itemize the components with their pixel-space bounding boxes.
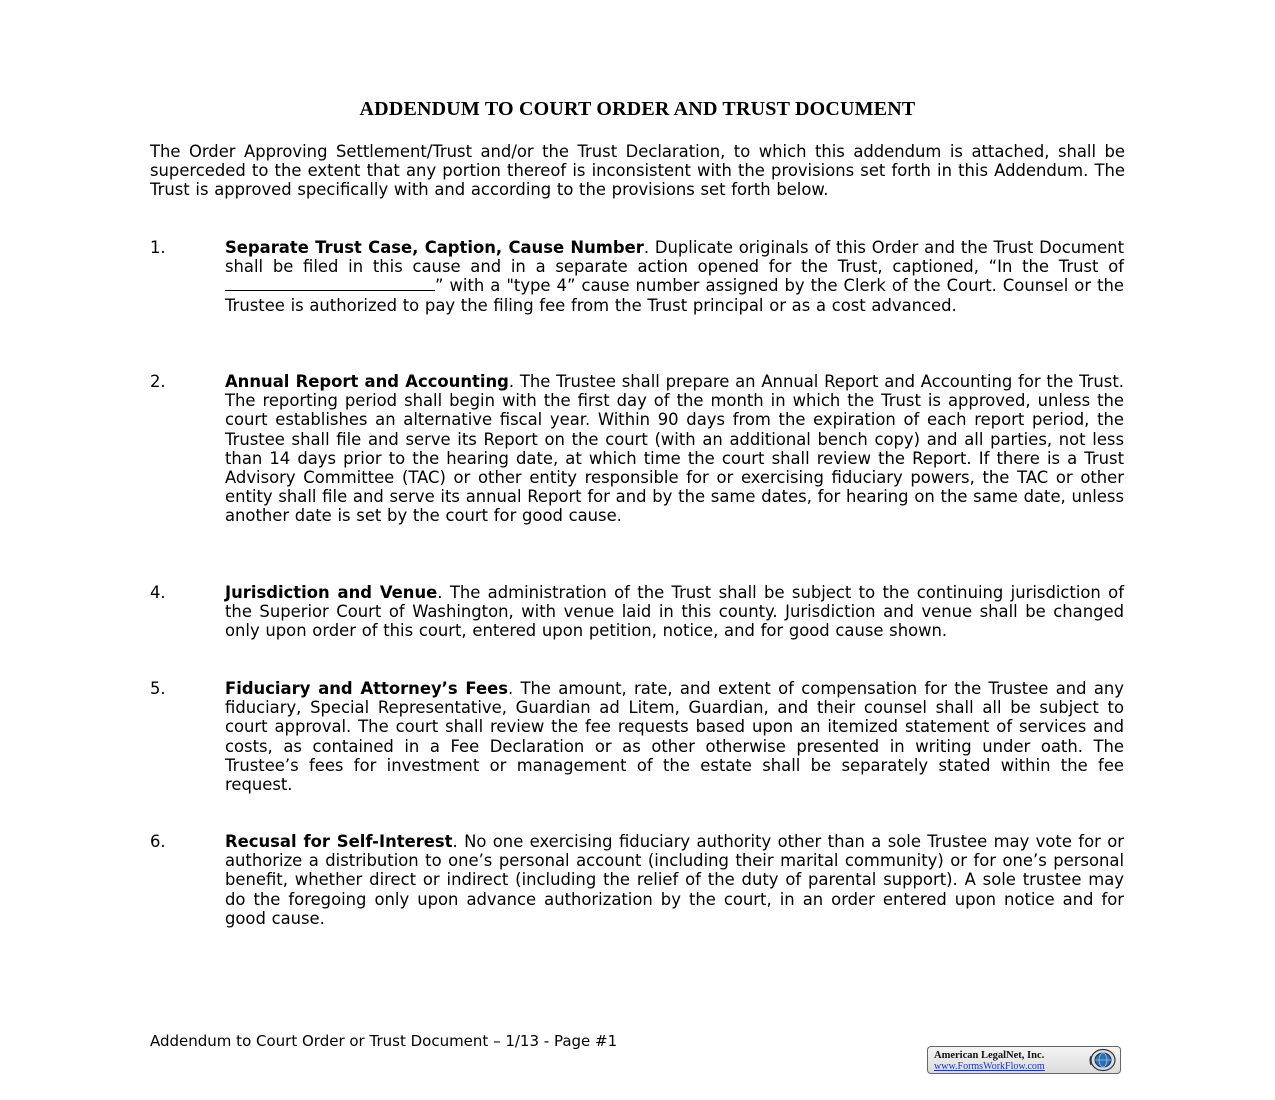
section-text bbox=[225, 372, 1124, 526]
section-heading: Jurisdiction and Venue bbox=[225, 583, 438, 602]
section-body: . No one exercising fiduciary authority other than a sole Trustee may vote for or authorize a distribution to one’s personal account (including their marital community) or for one’s personal benefit, whether direct or indirect (including the relief of the duty of parental support). A sole trustee may do the foregoing only upon advance authorization by the court, in an order entered upon notice and for good cause. bbox=[225, 832, 1124, 928]
section-body-part-2: ” with a "type 4” cause number assigned by the Clerk of the Court. Counsel or the Trustee is authorized to pay the filing fee from the Trust principal or as a cost advanced. bbox=[225, 276, 1124, 315]
section-number: 6. bbox=[150, 832, 166, 851]
section-heading: Separate Trust Case, Caption, Cause Number bbox=[225, 238, 644, 257]
section-number: 4. bbox=[150, 583, 166, 602]
section-number: 2. bbox=[150, 372, 166, 391]
section-text bbox=[225, 832, 1124, 928]
trust-name-blank bbox=[225, 276, 435, 291]
section-text bbox=[225, 238, 1124, 315]
section-body: . The administration of the Trust shall be subject to the continuing jurisdiction of the Superior Court of Washington, with venue laid in this county. Jurisdiction and venue shall be changed only upon order of this court, entered upon petition, notice, and for good cause shown. bbox=[225, 583, 1124, 641]
logo-url-link[interactable]: www.FormsWorkFlow.com bbox=[934, 1061, 1045, 1072]
section-text bbox=[225, 679, 1124, 794]
section-body: . The Trustee shall prepare an Annual Report and Accounting for the Trust. The reporting period shall begin with the first day of the month in which the Trust is approved, unless the court establishes an alternative fiscal year. Within 90 days from the expiration of each report period, the Trustee shall file and serve its Report on the court (with an additional bench copy) and all parties, not less than 14 days prior to the hearing date, at which time the court shall review the Report. If there is a Trust Advisory Committee (TAC) or other entity responsible for or exercising fiduciary powers, the TAC or other entity shall file and serve its annual Report for and by the same dates, for hearing on the same date, unless another date is set by the court for good cause. bbox=[225, 372, 1124, 526]
section-number: 5. bbox=[150, 679, 166, 698]
section-text bbox=[225, 583, 1124, 641]
document-title: ADDENDUM TO COURT ORDER AND TRUST DOCUMENT bbox=[359, 98, 916, 120]
formsworkflow-logo[interactable] bbox=[927, 1046, 1121, 1074]
logo-company-name: American LegalNet, Inc. bbox=[934, 1050, 1045, 1061]
section-body: . The amount, rate, and extent of compensation for the Trustee and any fiduciary, Special Representative, Guardian ad Litem, Guardian, and their counsel shall all be subject to court approval. The court shall review the fee requests based upon an itemized statement of services and costs, as contained in a Fee Declaration or as other otherwise presented in writing under oath. The Trustee’s fees for investment or management of the estate shall be separately stated within the fee request. bbox=[225, 679, 1124, 795]
section-heading: Fiduciary and Attorney’s Fees bbox=[225, 679, 508, 698]
section-number: 1. bbox=[150, 238, 166, 257]
section-body-part-1: . Duplicate originals of this Order and the Trust Document shall be filed in this cause and in a separate action opened for the Trust, captioned, “In the Trust of bbox=[225, 238, 1124, 277]
intro-paragraph: The Order Approving Settlement/Trust and/or the Trust Declaration, to which this addendum is attached, shall be superceded to the extent that any portion thereof is inconsistent with the provisions set forth in this Addendum. The Trust is approved specifically with and according to the provisions set forth below. bbox=[150, 142, 1125, 200]
section-heading: Annual Report and Accounting bbox=[225, 372, 509, 391]
globe-icon bbox=[1087, 1048, 1117, 1072]
section-heading: Recusal for Self-Interest bbox=[225, 832, 453, 851]
page-footer: Addendum to Court Order or Trust Document – 1/13 - Page #1 bbox=[150, 1032, 618, 1050]
